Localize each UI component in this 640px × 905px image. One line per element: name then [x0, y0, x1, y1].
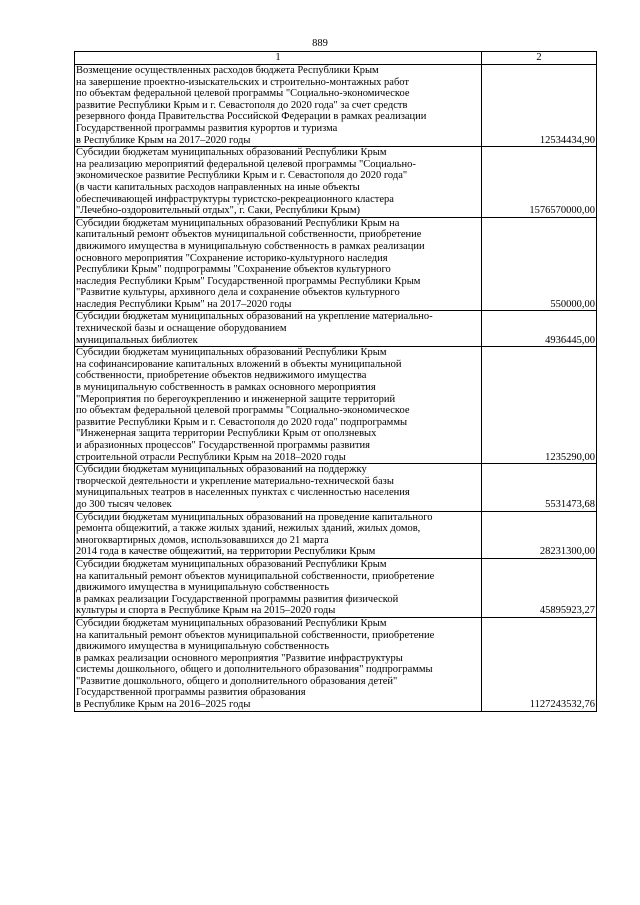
table-row [75, 464, 597, 511]
row-description: Субсидии бюджетам муниципальных образований на укрепление материально- технической базы и оснащение оборудованием муниципальных библиотек [75, 311, 482, 347]
page-number: 889 [312, 38, 328, 49]
table-row [75, 147, 597, 218]
budget-table [74, 51, 597, 712]
column-header-amount: 2 [482, 52, 597, 65]
row-description: Субсидии бюджетам муниципальных образований Республики Крым на капитальный ремонт объектов муниципальной собственности, приобретение движимого имущества в муниципальную собственность в рамках реализации основного мероприятия "Развитие инфраструктуры системы дошкольного, общего и дополнительного образования" подпрограммы "Развитие дошкольного, общего и дополнительного образования детей" Государственной программы развития образования в Республике Крым на 2016–2025 годы [75, 617, 482, 711]
column-header-description: 1 [75, 52, 482, 65]
row-description: Субсидии бюджетам муниципальных образований Республики Крым на реализацию мероприятий федеральной целевой программы "Социально- экономическое развитие Республики Крым и г. Севастополя до 2020 года" (в части капитальных расходов направленных на иные объекты обеспечивающей инфраструктуры туристско-рекреационного кластера "Лечебно-оздоровительный отдых", г. Саки, Республики Крым) [75, 147, 482, 218]
row-amount: 550000,00 [482, 217, 597, 311]
row-description: Субсидии бюджетам муниципальных образований Республики Крым на капитальный ремонт объектов муниципальной собственности, приобретение движимого имущества в муниципальную собственность в рамках реализации основного мероприятия "Сохранение историко-культурного наследия Республики Крым" подпрограммы "Сохранение объектов культурного наследия Республики Крым" Государственной программы Республики Крым "Развитие культуры, архивного дела и сохранение объектов культурного наследия Республики Крым" на 2017–2020 годы [75, 217, 482, 311]
row-amount: 1127243532,76 [482, 617, 597, 711]
table-row [75, 347, 597, 464]
row-amount: 4936445,00 [482, 311, 597, 347]
row-amount: 12534434,90 [482, 65, 597, 147]
table-header-row [75, 52, 597, 65]
row-description: Субсидии бюджетам муниципальных образований Республики Крым на капитальный ремонт объектов муниципальной собственности, приобретение движимого имущества в муниципальную собственность в рамках реализации Государственной программы развития физической культуры и спорта в Республике Крым на 2015–2020 годы [75, 558, 482, 617]
table-row [75, 511, 597, 558]
table-row [75, 617, 597, 711]
row-amount: 45895923,27 [482, 558, 597, 617]
row-description: Возмещение осуществленных расходов бюджета Республики Крым на завершение проектно-изыскательских и строительно-монтажных работ по объектам федеральной целевой программы "Социально-экономическое развитие Республики Крым и г. Севастополя до 2020 года" за счет средств резервного фонда Правительства Российской Федерации в рамках реализации Государственной программы развития курортов и туризма в Республике Крым на 2017–2020 годы [75, 65, 482, 147]
row-amount: 28231300,00 [482, 511, 597, 558]
table-row [75, 65, 597, 147]
table-row [75, 217, 597, 311]
row-description: Субсидии бюджетам муниципальных образований на поддержку творческой деятельности и укрепление материально-технической базы муниципальных театров в населенных пунктах с численностью населения до 300 тысяч человек [75, 464, 482, 511]
table-row [75, 558, 597, 617]
table-row [75, 311, 597, 347]
row-amount: 5531473,68 [482, 464, 597, 511]
row-description: Субсидии бюджетам муниципальных образований на проведение капитального ремонта общежитий, а также жилых зданий, нежилых зданий, жилых домов, многоквартирных домов, использовавшихся до 21 марта 2014 года в качестве общежитий, на территории Республики Крым [75, 511, 482, 558]
row-amount: 1576570000,00 [482, 147, 597, 218]
row-amount: 1235290,00 [482, 347, 597, 464]
row-description: Субсидии бюджетам муниципальных образований Республики Крым на софинансирование капитальных вложений в объекты муниципальной собственности, приобретение объектов недвижимого имущества в муниципальную собственность в рамках основного мероприятия "Мероприятия по берегоукреплению и инженерной защите территорий по объектам федеральной целевой программы "Социально-экономическое развитие Республики Крым и г. Севастополя до 2020 года" подпрограммы "Инженерная защита территории Республики Крым от оползневых и абразионных процессов" Государственной программы развития строительной отрасли Республики Крым на 2018–2020 годы [75, 347, 482, 464]
